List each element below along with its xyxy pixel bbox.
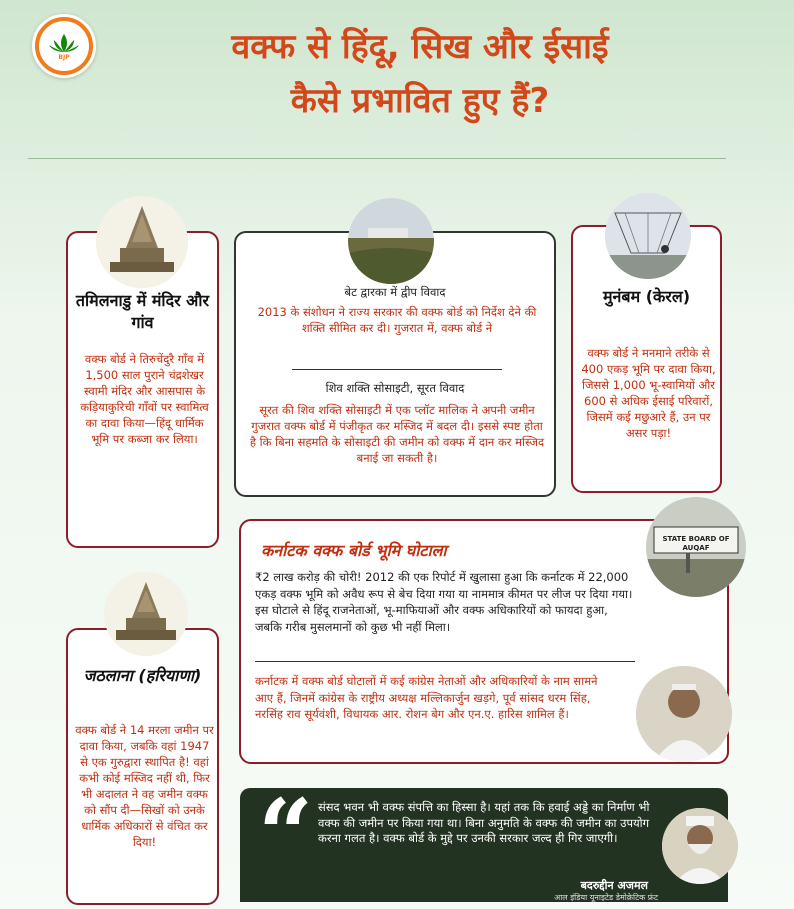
quote-text: संसद भवन भी वक्फ संपत्ति का हिस्सा है। यहां तक कि हवाई अड्डे का निर्माण भी वक्फ की जमीन पर किया गया था। बिना अनुमति के वक्फ की जमीन का उपयोग करना गलत है। वक्फ बोर्ड के मुद्दे पर उनकी सरकार जल्द ही गिर जाएगी। xyxy=(318,800,650,845)
page-title xyxy=(120,20,720,128)
quote-author-role: आल इंडिया यूनाइटेड डेमोक्रेटिक फ्रंट xyxy=(554,893,658,902)
karnataka-title: कर्नाटक वक्फ बोर्ड भूमि घोटाला xyxy=(261,541,447,560)
karnataka-body-2: कर्नाटक में वक्फ बोर्ड घोटालों में कई कांग्रेस नेताओं और अधिकारियों के नाम सामने आए हैं, जिनमें कांग्रेस के राष्ट्रीय अध्यक्ष मल्लिकार्जुन खड़गे, पूर्व सांसद धरम सिंह, नरसिंह राव सूर्यवंशी, विधायक आर. रोशन बेग और एन.ए. हारिस शामिल हैं। xyxy=(255,674,598,721)
quote-author-name: बदरुद्दीन अजमल xyxy=(580,879,648,892)
island-image xyxy=(348,198,434,284)
quote-author-portrait xyxy=(662,808,738,884)
gujarat-divider xyxy=(292,369,502,370)
temple-image xyxy=(96,196,188,288)
fishing-net-image xyxy=(605,193,691,279)
gurudwara-image xyxy=(104,572,188,656)
title-line-2: कैसे प्रभावित हुए हैं? xyxy=(290,81,550,121)
logo-text: BJP xyxy=(58,53,70,61)
quote-mark-icon: “ xyxy=(258,778,314,891)
waqf-board-sign-image xyxy=(646,497,746,597)
haryana-card xyxy=(66,628,219,905)
title-line-1: वक्फ से हिंदू, सिख और ईसाई xyxy=(231,27,609,67)
haryana-body: वक्फ बोर्ड ने 14 मरला जमीन पर दावा किया, जबकि वहां 1947 से एक गुरुद्वारा स्थापित है! वहां कभी कोई मस्जिद नहीं थी, फिर भी अदालत ने वह जमीन वक्फ को सौंप दी—सिखों को उनके धार्मिक अधिकारों से वंचित कर दिया! xyxy=(75,723,214,849)
bjp-logo xyxy=(32,14,96,78)
tamilnadu-body: वक्फ बोर्ड ने तिरुचेंदुरै गाँव में 1,500 साल पुराने चंद्रशेखर स्वामी मंदिर और आसपास के कड़ियाकुरिची गाँवों पर स्वामित्व का दावा किया—हिंदू धार्मिक भूमि पर कब्जा कर लिया। xyxy=(80,352,209,446)
gujarat-subtitle-2: शिव शक्ति सोसाइटी, सूरत विवाद xyxy=(325,381,465,395)
karnataka-divider xyxy=(255,661,635,662)
tamilnadu-title: तमिलनाडु में मंदिर और गांव xyxy=(75,291,210,332)
quote-card xyxy=(240,778,728,902)
header-divider xyxy=(28,158,726,159)
kerala-title: मुनंबम (केरल) xyxy=(602,287,691,306)
karnataka-body-1: ₹2 लाख करोड़ की चोरी! 2012 की एक रिपोर्ट में खुलासा हुआ कि कर्नाटक में 22,000 एकड़ वक्फ भूमि को अवैध रूप से बेच दिया गया या नाममात्र कीमत पर लीज पर दिया गया। इस घोटाले से हिंदू राजनेताओं, भू-माफियाओं और वक्फ अधिकारियों को फायदा हुआ, जबकि गरीब मुसलमानों को कुछ भी नहीं मिला। xyxy=(255,570,633,634)
kerala-body: वक्फ बोर्ड ने मनमाने तरीके से 400 एकड़ भूमि पर दावा किया, जिससे 1,000 भू-स्वामियों और 600 से अधिक ईसाई परिवारों, जिसमें कई मछुआरे हैं, उन पर असर पड़ा! xyxy=(581,346,716,440)
haryana-title: जठलाना (हरियाणा) xyxy=(83,666,202,685)
gujarat-body-1: 2013 के संशोधन ने राज्य सरकार की वक्फ बोर्ड को निर्देश देने की शक्ति सीमित कर दी। गुजरात में, वक्फ बोर्ड ने xyxy=(257,305,537,335)
gujarat-subtitle-1: बेट द्वारका में द्वीप विवाद xyxy=(344,285,446,299)
sign-text: STATE BOARD OF AUQAF xyxy=(662,535,730,552)
politician-portrait xyxy=(636,666,732,762)
lotus-icon xyxy=(39,21,89,71)
gujarat-body-2: सूरत की शिव शक्ति सोसाइटी में एक प्लॉट मालिक ने अपनी जमीन गुजरात वक्फ बोर्ड में पंजीकृत कर मस्जिद में बदल दी। इससे स्पष्ट होता है कि बिना सहमति के सोसाइटी की जमीन को वक्फ में दान कर मस्जिद बनाई जा सकती है। xyxy=(249,403,545,465)
